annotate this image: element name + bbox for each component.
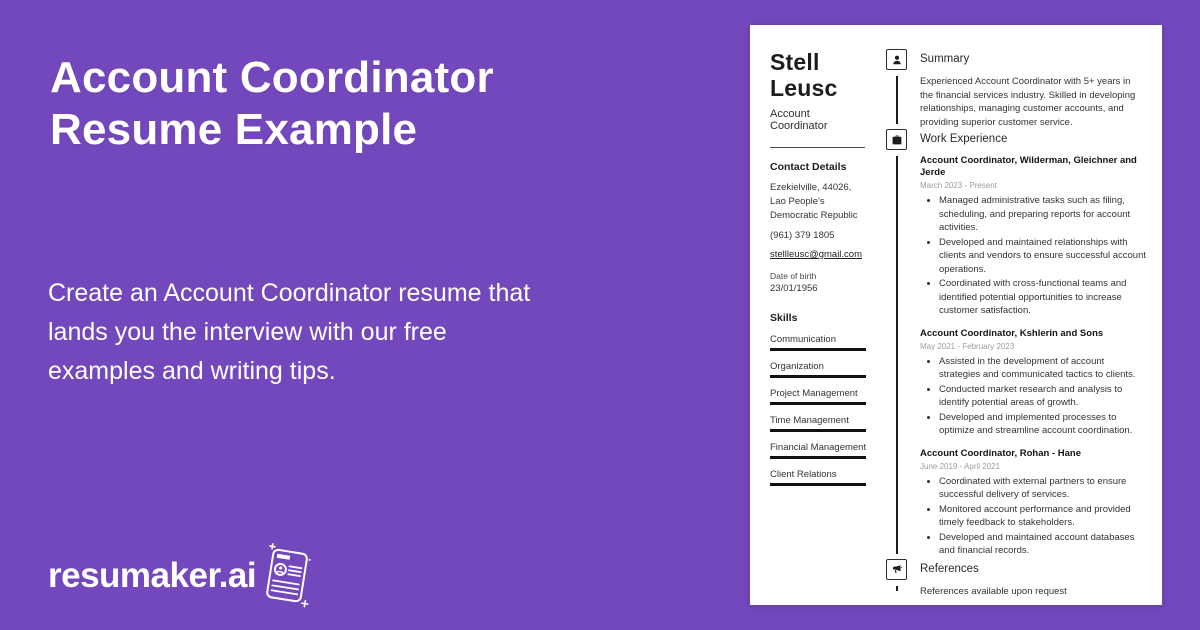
skills-heading: Skills: [770, 312, 798, 324]
job-entry: [920, 155, 1148, 318]
skill-level-bar: [770, 456, 866, 459]
brand-logo[interactable]: [48, 545, 316, 607]
skill-label: Project Management: [770, 388, 858, 399]
summary-section: [886, 49, 1148, 129]
skill-label: Time Management: [770, 415, 849, 426]
job-bullet: • Coordinated with cross-functional teams and identified potential opportunities to increase customer satisfaction.: [939, 277, 1148, 318]
job-entry: [920, 328, 1148, 438]
skill-level-bar: [770, 348, 866, 351]
resume-main-column: [886, 49, 1148, 597]
job-title: Account Coordinator, Rohan - Hane: [920, 447, 1081, 459]
job-bullet: • Conducted market research and analysis to identify potential areas of growth.: [939, 383, 1148, 410]
references-section: [886, 559, 1148, 599]
summary-text: Experienced Account Coordinator with 5+ years in the financial services industry. Skilled in developing relationships, managing customer accounts, and providing superior customer service.: [920, 76, 1136, 128]
job-bullet: • Developed and implemented processes to optimize and streamline account coordination.: [939, 411, 1148, 438]
resume-card-icon: [260, 541, 321, 610]
skill-level-bar: [770, 402, 866, 405]
contact-details-heading: Contact Details: [770, 161, 847, 173]
job-entry: [920, 448, 1148, 558]
page-description: Create an Account Coordinator resume that lands you the interview with our free examples and writing tips.: [48, 279, 531, 385]
timeline-column: [886, 559, 920, 599]
brand-name: resumaker.ai: [48, 556, 257, 595]
skill-label: Organization: [770, 361, 824, 372]
person-icon: [886, 49, 907, 70]
job-dates: June 2019 - April 2021: [920, 461, 1001, 471]
page-title: Account Coordinator Resume Example: [50, 53, 494, 154]
contact-email-link[interactable]: stellleusc@gmail.com: [770, 249, 863, 260]
skill-item: [770, 361, 867, 378]
megaphone-icon: [886, 559, 907, 580]
references-heading: References: [920, 562, 979, 575]
timeline-column: [886, 49, 920, 129]
job-bullet: • Managed administrative tasks such as filing, scheduling, and preparing reports for account activities.: [939, 194, 1148, 235]
candidate-job-title: Account Coordinator: [770, 108, 828, 132]
job-title: Account Coordinator, Kshlerin and Sons: [920, 327, 1104, 339]
summary-heading: Summary: [920, 53, 970, 65]
dob-value: 23/01/1956: [770, 283, 818, 294]
timeline-column: [886, 129, 920, 559]
skill-item: [770, 442, 867, 459]
job-bullet: • Developed and maintained relationships with clients and vendors to ensure successful account operations.: [939, 236, 1148, 277]
skill-item: [770, 469, 867, 486]
resume-preview: [750, 25, 1162, 605]
timeline-stub: [896, 586, 898, 591]
job-dates: March 2023 - Present: [920, 181, 997, 190]
references-text: References available upon request: [920, 585, 1067, 597]
job-bullet: • Monitored account performance and provided timely feedback to stakeholders.: [939, 503, 1148, 530]
skill-label: Communication: [770, 334, 836, 345]
job-title: Account Coordinator, Wilderman, Gleichner and Jerde: [920, 155, 1137, 178]
job-dates: May 2021 - February 2023: [920, 341, 1015, 351]
job-bullet-list: [920, 194, 1148, 318]
skill-item: [770, 334, 867, 351]
dob-label: Date of birth: [770, 271, 817, 281]
job-bullet-list: [920, 355, 1148, 438]
skill-level-bar: [770, 483, 866, 486]
timeline-line: [896, 76, 898, 124]
skill-label: Financial Management: [770, 442, 867, 453]
contact-address: Ezekielville, 44026, Lao People's Democratic Republic: [770, 182, 858, 221]
resume-left-column: [770, 49, 867, 585]
job-bullet: • Assisted in the development of account strategies and communicated tactics to clients.: [939, 355, 1148, 382]
divider: [770, 147, 865, 148]
contact-phone: (961) 379 1805: [770, 230, 835, 241]
job-bullet: • Developed and maintained account databases and financial records.: [939, 531, 1148, 558]
job-bullet: • Coordinated with external partners to ensure successful delivery of services.: [939, 475, 1148, 502]
work-experience-section: [886, 129, 1148, 559]
skill-label: Client Relations: [770, 469, 837, 480]
candidate-name: Stell Leusc: [770, 49, 838, 101]
skill-item: [770, 388, 867, 405]
skill-level-bar: [770, 429, 866, 432]
briefcase-icon: [886, 129, 907, 150]
job-bullet-list: [920, 475, 1148, 558]
skill-level-bar: [770, 375, 866, 378]
work-experience-heading: Work Experience: [920, 133, 1008, 145]
skill-item: [770, 415, 867, 432]
timeline-line: [896, 156, 898, 554]
